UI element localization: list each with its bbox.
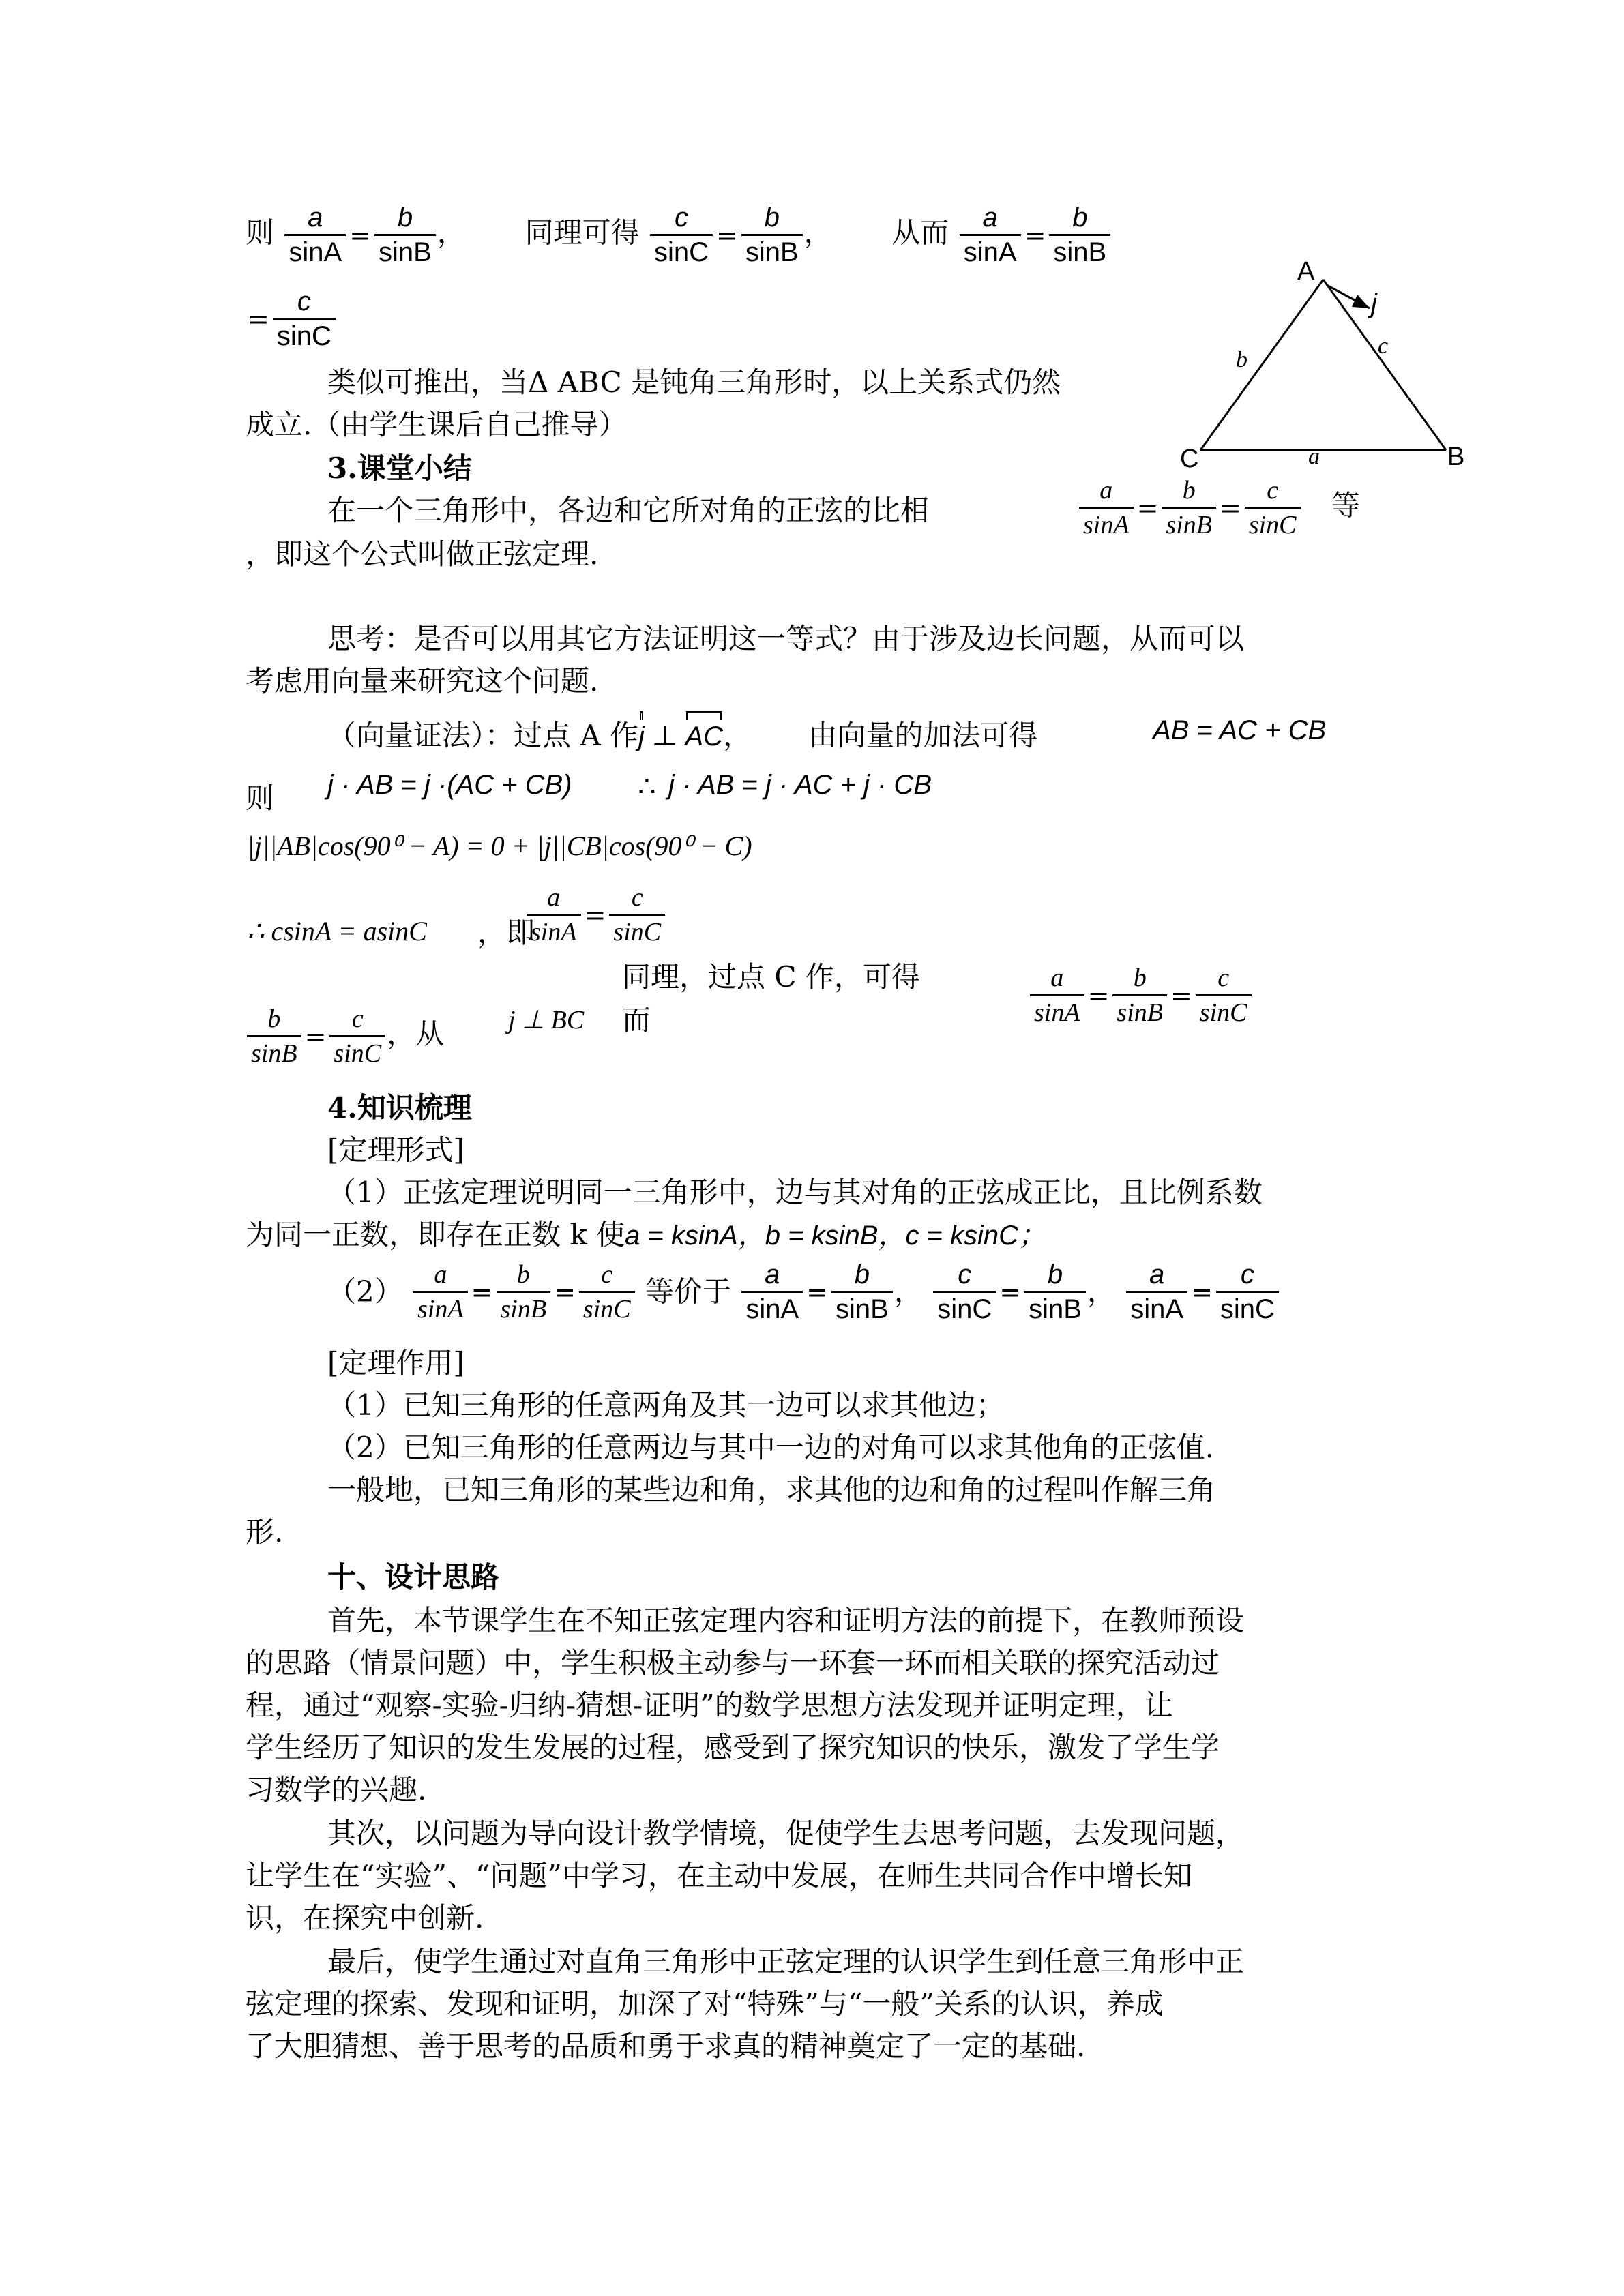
vertex-B-label: B xyxy=(1447,443,1465,471)
design-para-1-line-2: 的思路（情景问题）中，学生积极主动参与一环套一环而相关联的探究活动过 xyxy=(246,1646,1220,1680)
theorem-form-1b: 为同一正数，即存在正数 k 使a = ksinA，b = ksinB，c = ksinC； xyxy=(246,1218,1046,1251)
design-para-1-line-5: 习数学的兴趣. xyxy=(246,1773,427,1806)
intro-formula-line: 则 $\frac{a}{\sin A}$ = $\frac{b}{\sin B}$ ， 同理可得 $\frac{c}{\sin C}$ = $\frac{b}{\sin B}$ ， 从而 $\frac{a}{\sin A}$ = $\frac{b}{\sin B}$ xyxy=(246,201,1112,269)
vector-sum-equation: AB = AC + CB xyxy=(1153,715,1327,745)
summary-paragraph: 在一个三角形中，各边和它所对角的正弦的比相 xyxy=(327,494,930,527)
think-paragraph: 思考：是否可以用其它方法证明这一等式？由于涉及边长问题，从而可以 xyxy=(327,622,1245,655)
tongli-label: 同理可得 xyxy=(525,215,640,250)
similar-paragraph-2: 成立.（由学生课后自己推导） xyxy=(246,408,628,441)
triangle-diagram xyxy=(1173,259,1473,480)
fraction-b-sinB-2: $\frac{b}{\sin B}$ xyxy=(741,201,803,269)
vector-proof-line-1: （向量证法）：过点 A 作j ⊥ AC， 由向量的加法可得 xyxy=(327,715,1037,758)
section-heading-4: 4.知识梳理 xyxy=(327,1091,472,1124)
theorem-form-2: （2） $\frac{a}{\sin A}$ = $\frac{b}{\sin B}$ = $\frac{c}{\sin C}$ 等价于 $\frac{a}{\sin A}$ = $\frac{b}{\sin B}$ ， $\frac{c}{\sin C}$ = $\frac{b}{\sin B}$ ， $\frac{a}{\sin A}$ = $\frac{c}{\sin C}$ xyxy=(327,1258,1280,1326)
vector-proof-last-formula: $\frac{b}{\sin B}$ = $\frac{c}{\sin C}$ ，从 xyxy=(246,1002,444,1070)
fraction-a-sinA-2: $\frac{a}{\sin A}$ xyxy=(960,201,1021,269)
theorem-use-1: （1）已知三角形的任意两角及其一边可以求其他边； xyxy=(327,1388,1005,1422)
therefore-icon: ∴ xyxy=(638,769,656,803)
vertex-C-label: C xyxy=(1180,445,1199,473)
vector-result-formula: $\frac{a}{\sin A}$ = $\frac{c}{\sin C}$ xyxy=(525,881,666,949)
fraction-b-sinB: $\frac{b}{\sin B}$ xyxy=(374,201,436,269)
side-b-label: b xyxy=(1236,347,1247,372)
fraction-c-sinC-2: $\frac{c}{\sin C}$ xyxy=(273,285,336,353)
side-a-label: a xyxy=(1308,444,1320,469)
side-b-line xyxy=(1200,280,1323,450)
theorem-use-3: 一般地，已知三角形的某些边和角，求其他的边和角的过程叫作解三角 xyxy=(327,1473,1216,1506)
design-para-3-line-2: 弦定理的探索、发现和证明，加深了对“特殊”与“一般”关系的认识，养成 xyxy=(246,1987,1164,2021)
think-paragraph-2: 考虑用向量来研究这个问题. xyxy=(246,664,599,698)
design-para-1-line-3: 程，通过“观察-实验-归纳-猜想-证明”的数学思想方法发现并证明定理，让 xyxy=(246,1688,1173,1722)
vector-final-formula: $\frac{a}{\sin A}$ = $\frac{b}{\sin B}$ = $\frac{c}{\sin C}$ xyxy=(1029,961,1253,1029)
theorem-use-2: （2）已知三角形的任意两边与其中一边的对角可以求其他角的正弦值. xyxy=(327,1431,1215,1464)
design-para-2-line-2: 让学生在“实验”、“问题”中学习，在主动中发展，在师生共同合作中增长知 xyxy=(246,1859,1192,1892)
vector-proof-line-3: j · AB = j · AC + j · CB xyxy=(668,770,932,800)
ze-label: 则 xyxy=(246,215,275,250)
design-para-3-line-1: 最后，使学生通过对直角三角形中正弦定理的认识学生到任意三角形中正 xyxy=(327,1945,1245,1978)
theorem-use-3b: 形. xyxy=(246,1515,284,1549)
vector-j-label: j xyxy=(1371,288,1377,318)
summary-formula: $\frac{a}{\sin A}$ = $\frac{b}{\sin B}$ = $\frac{c}{\sin C}$ 等 xyxy=(1078,474,1360,541)
j-perp-BC: j ⊥ BC xyxy=(508,1006,585,1034)
similar-paragraph: 类似可推出，当Δ ABC 是钝角三角形时，以上关系式仍然 xyxy=(327,366,1061,399)
vector-proof-line-5: ∴ csinA = asinC xyxy=(247,916,427,946)
fraction-c-sinC: $\frac{c}{\sin C}$ xyxy=(650,201,713,269)
side-c-line xyxy=(1323,280,1446,450)
tongli-paragraph: 同理，过点 C 作，可得 xyxy=(622,960,920,994)
vertex-A-label: A xyxy=(1297,259,1315,286)
design-para-2-line-1: 其次，以问题为导向设计教学情境，促使学生去思考问题，去发现问题， xyxy=(327,1817,1245,1850)
intro-formula-line-2: = $\frac{c}{\sin C}$ xyxy=(246,285,337,353)
vector-proof-line-4: |j||AB|cos(90⁰ − A) = 0 + |j||CB|cos(90⁰ − C) xyxy=(247,831,752,861)
fraction-b-sinB-3: $\frac{b}{\sin B}$ xyxy=(1049,201,1110,269)
theorem-form-label: [定理形式] xyxy=(327,1133,464,1167)
theorem-form-1: （1）正弦定理说明同一三角形中，边与其对角的正弦成正比，且比例系数 xyxy=(327,1176,1263,1209)
theorem-use-label: [定理作用] xyxy=(327,1346,464,1380)
vector-proof-line-2: j · AB = j ·(AC + CB) xyxy=(327,770,572,800)
j-vector-arrowhead xyxy=(1352,295,1370,308)
design-para-2-line-3: 识，在探究中创新. xyxy=(246,1901,484,1935)
fraction-a-sinA: $\frac{a}{\sin A}$ xyxy=(284,201,346,269)
side-c-label: c xyxy=(1378,333,1389,359)
section-heading-10: 十、设计思路 xyxy=(327,1560,500,1594)
design-para-1-line-4: 学生经历了知识的发生发展的过程，感受到了探究知识的快乐，激发了学生学 xyxy=(246,1731,1220,1764)
congerr-label: 从而 xyxy=(891,215,949,250)
design-para-1-line-1: 首先，本节课学生在不知正弦定理内容和证明方法的前提下，在教师预设 xyxy=(327,1604,1245,1637)
ji-label: ，即 xyxy=(477,916,535,949)
er-label: 而 xyxy=(622,1003,651,1037)
design-para-3-line-3: 了大胆猜想、善于思考的品质和勇于求真的精神奠定了一定的基础. xyxy=(246,2029,1086,2063)
summary-paragraph-2: ，即这个公式叫做正弦定理. xyxy=(246,537,599,571)
section-heading-3: 3.课堂小结 xyxy=(327,451,472,485)
vector-proof-ze: 则 xyxy=(246,781,275,815)
